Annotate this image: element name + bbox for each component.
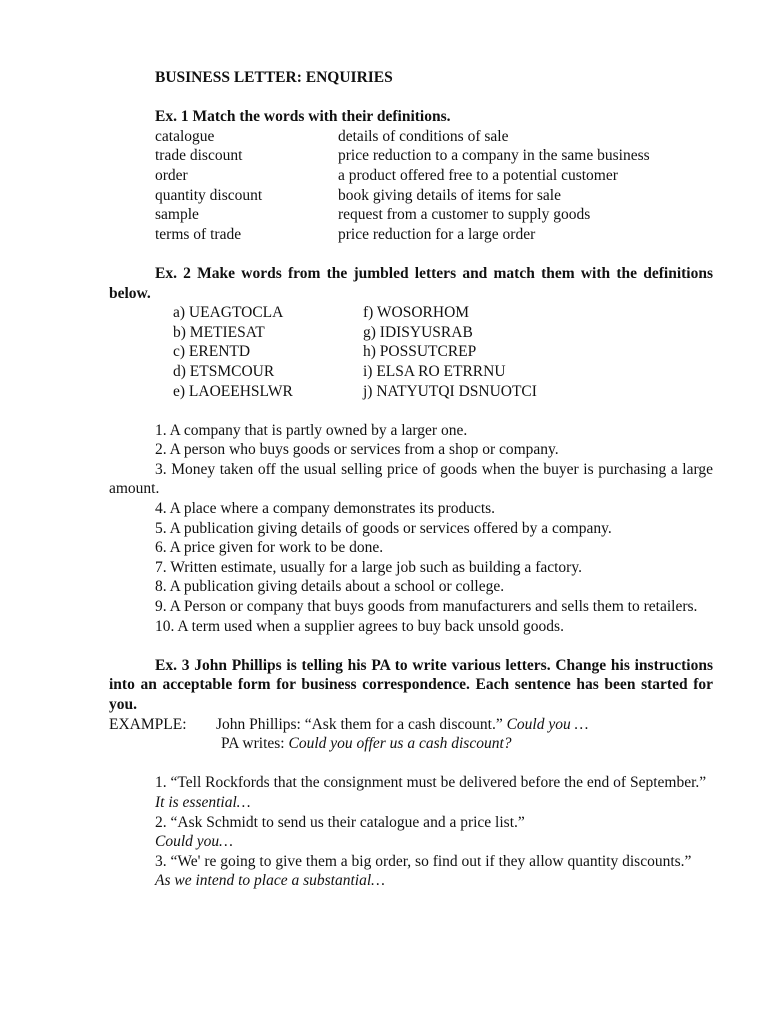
- example-line: [109, 715, 713, 735]
- ex1-definition: book giving details of items for sale: [338, 186, 561, 204]
- ex1-row: [109, 127, 713, 147]
- ex1-term: order: [155, 166, 188, 184]
- definition-item: 9. A Person or company that buys goods from manufacturers and sells them to retailers.: [155, 598, 698, 616]
- jumble-word: d) ETSMCOUR: [173, 362, 275, 380]
- ex3-starter: As we intend to place a substantial…: [155, 872, 385, 890]
- definition-item: 3. Money taken off the usual selling price of goods when the buyer is purchasing a large amount.: [109, 460, 713, 498]
- example-label: EXAMPLE:: [109, 715, 187, 733]
- definition-item: 8. A publication giving details about a school or college.: [155, 578, 505, 596]
- example-instruction: John Phillips: “Ask them for a cash discount.”: [216, 715, 503, 733]
- jumble-word: a) UEAGTOCLA: [173, 304, 284, 322]
- ex1-definition: price reduction for a large order: [338, 225, 536, 243]
- example-prompt: Could you …: [506, 715, 589, 733]
- ex1-row: [109, 146, 713, 166]
- example-speaker: [216, 715, 588, 735]
- ex2-jumbles: [109, 303, 713, 401]
- jumble-word: h) POSSUTCREP: [363, 343, 477, 361]
- definition-item: 4. A place where a company demonstrates its products.: [155, 500, 496, 518]
- jumble-word: e) LAOEEHSLWR: [173, 382, 293, 400]
- pa-line: [109, 734, 713, 754]
- pa-label: PA writes:: [221, 735, 285, 753]
- ex3-starter: Could you…: [155, 833, 233, 851]
- ex1-row: [109, 186, 713, 206]
- jumble-word: j) NATYUTQI DSNUOTCI: [363, 382, 537, 400]
- ex3-heading: Ex. 3 John Phillips is telling his PA to write various letters. Change his instructions into an acceptable form for business correspondence. Each sentence has been started for you.: [109, 656, 713, 713]
- ex1-definition: details of conditions of sale: [338, 127, 509, 145]
- jumble-word: c) ERENTD: [173, 343, 251, 361]
- ex1-heading: Ex. 1 Match the words with their definitions.: [155, 108, 451, 126]
- ex3-items: [109, 773, 713, 891]
- ex1-term: catalogue: [155, 127, 215, 145]
- ex2-jumble-row: [109, 342, 713, 362]
- definition-item: 5. A publication giving details of goods or services offered by a company.: [155, 519, 612, 537]
- page-title: BUSINESS LETTER: ENQUIRIES: [155, 69, 393, 86]
- jumble-word: f) WOSORHOM: [363, 304, 470, 322]
- ex1-term: trade discount: [155, 147, 243, 165]
- ex2-definitions: [109, 421, 713, 637]
- definition-item: 10. A term used when a supplier agrees to buy back unsold goods.: [155, 617, 564, 635]
- ex2-jumble-row: [109, 362, 713, 382]
- ex2-jumble-row: [109, 382, 713, 402]
- ex1-definition: request from a customer to supply goods: [338, 206, 591, 224]
- ex2-jumble-row: [109, 303, 713, 323]
- ex3-instruction: 3. “We' re going to give them a big order, so find out if they allow quantity discounts.”: [155, 852, 692, 870]
- definition-item: 1. A company that is partly owned by a larger one.: [155, 421, 468, 439]
- ex2-jumble-row: [109, 323, 713, 343]
- jumble-word: b) METIESAT: [173, 323, 265, 341]
- pa-answer: Could you offer us a cash discount?: [288, 735, 512, 753]
- jumble-word: i) ELSA RO ETRRNU: [363, 362, 506, 380]
- ex1-table: [109, 127, 713, 245]
- ex3-instruction: 2. “Ask Schmidt to send us their catalogue and a price list.”: [155, 813, 525, 831]
- ex1-row: [109, 205, 713, 225]
- ex3-starter: It is essential…: [155, 793, 251, 811]
- document-body: [109, 68, 713, 891]
- ex2-heading: Ex. 2 Make words from the jumbled letters and match them with the definitions below.: [109, 264, 713, 302]
- ex3-instruction: 1. “Tell Rockfords that the consignment must be delivered before the end of September.”: [155, 774, 707, 792]
- ex1-definition: a product offered free to a potential customer: [338, 166, 618, 184]
- jumble-word: g) IDISYUSRAB: [363, 323, 473, 341]
- ex1-row: [109, 166, 713, 186]
- ex1-definition: price reduction to a company in the same business: [338, 147, 650, 165]
- definition-item: 2. A person who buys goods or services from a shop or company.: [155, 441, 559, 459]
- ex1-term: sample: [155, 206, 199, 224]
- ex1-term: quantity discount: [155, 186, 263, 204]
- ex1-row: [109, 225, 713, 245]
- ex1-term: terms of trade: [155, 225, 242, 243]
- definition-item: 6. A price given for work to be done.: [155, 539, 384, 557]
- definition-item: 7. Written estimate, usually for a large job such as building a factory.: [155, 558, 582, 576]
